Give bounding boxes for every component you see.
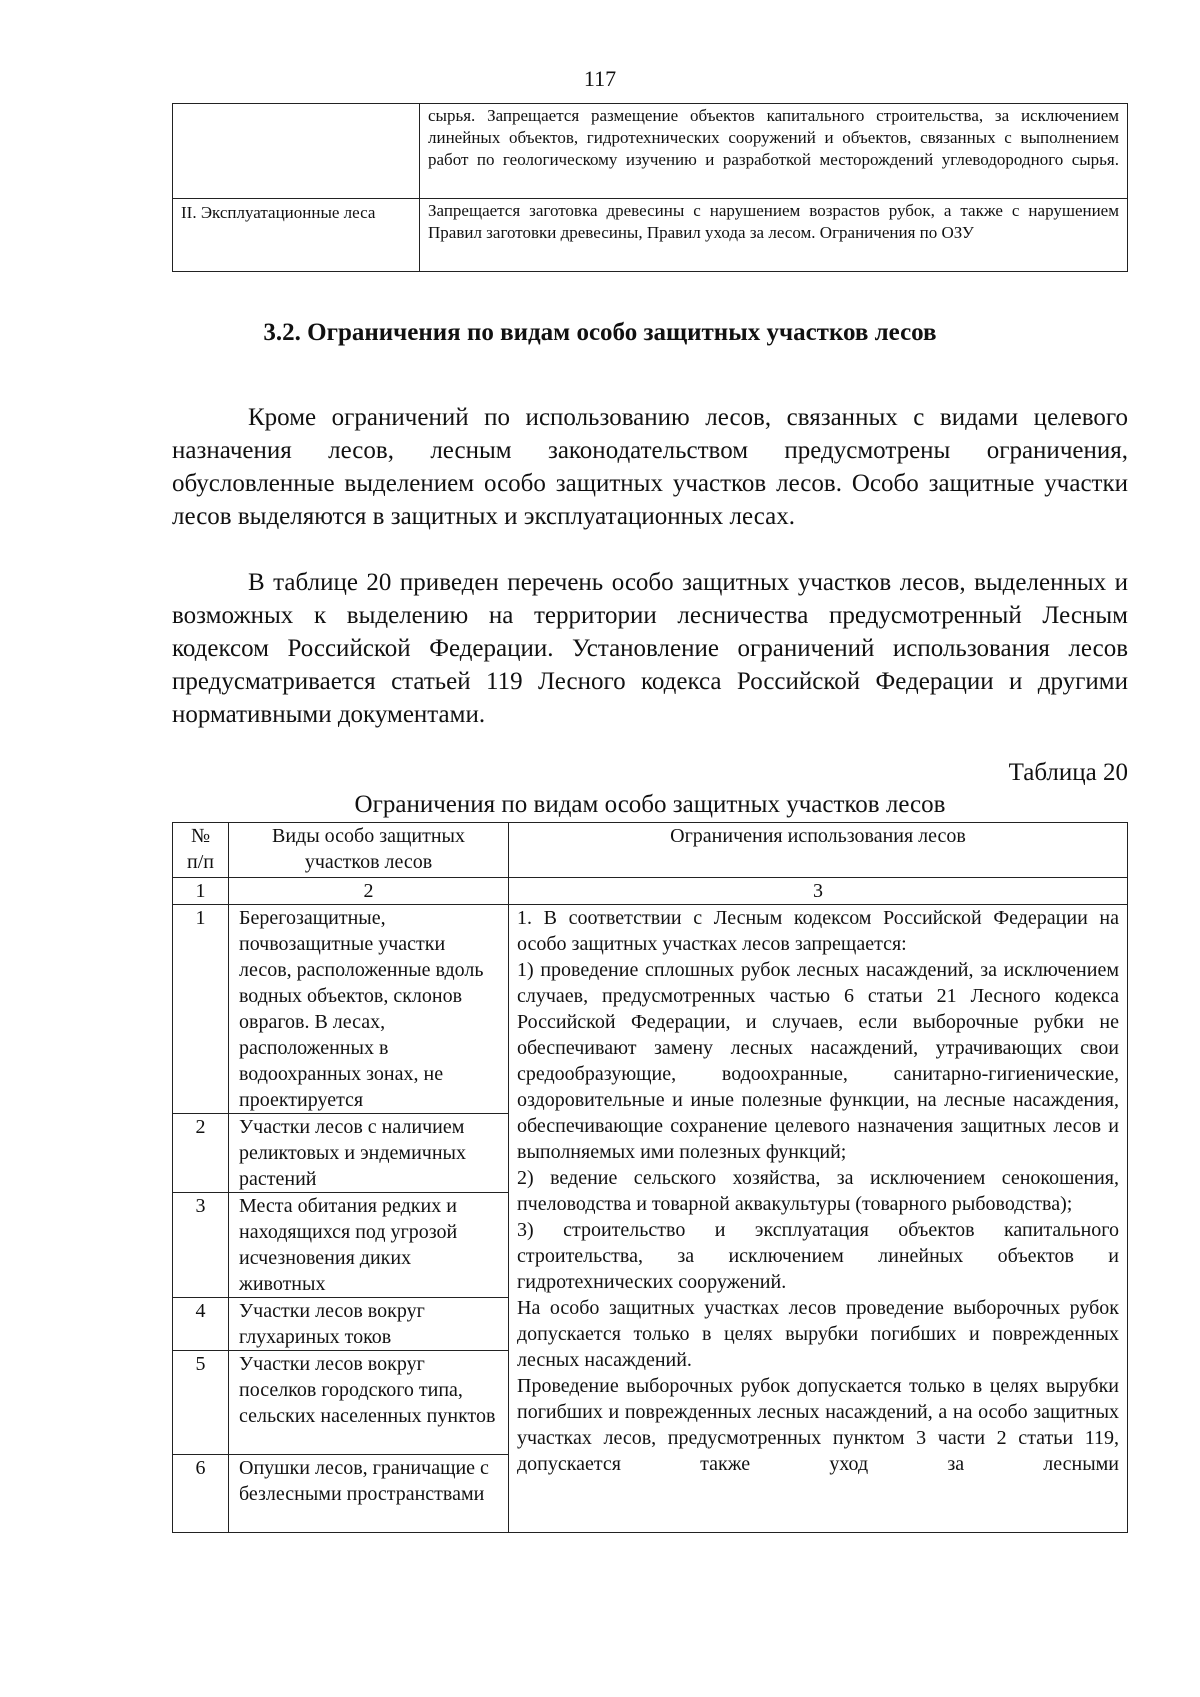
row-number: 5 xyxy=(173,1351,229,1455)
row-number: 6 xyxy=(173,1455,229,1533)
table-caption-number: Таблица 20 xyxy=(1008,759,1128,786)
header-kind: Виды особо защитных участков лесов xyxy=(229,823,509,878)
table-row xyxy=(173,104,1128,199)
continued-table xyxy=(172,103,1128,272)
row-kind: Опушки лесов, граничащие с безлесными пространствами xyxy=(229,1455,509,1533)
section-heading: 3.2. Ограничения по видам особо защитных участков лесов xyxy=(263,319,937,346)
table-row xyxy=(173,905,1128,1114)
row-number: 3 xyxy=(173,1193,229,1298)
column-number: 3 xyxy=(509,878,1128,905)
row-number: 4 xyxy=(173,1298,229,1351)
restrictions-table xyxy=(172,822,1128,1533)
restriction-item: 1) проведение сплошных рубок лесных насаждений, за исключением случаев, предусмотренных частью 6 статьи 21 Лесного кодекса Российской Федерации, и случаев, если выборочные рубки не обеспечивают замену лесных насаждений, утрачивающих свои средообразующие, водоохранные, санитарно-гигиенические, оздоровительные и иные полезные функции, на лесные насаждения, обеспечивающие сохранение целевого назначения защитных лесов и выполняемых ими полезных функций; xyxy=(517,959,1119,1163)
column-number-row xyxy=(173,878,1128,905)
column-number: 2 xyxy=(229,878,509,905)
row-kind: Места обитания редких и находящихся под угрозой исчезновения диких животных xyxy=(229,1193,509,1298)
page-number: 117 xyxy=(583,66,617,91)
row-kind: Участки лесов вокруг глухариных токов xyxy=(229,1298,509,1351)
row-kind: Берегозащитные, почвозащитные участки лесов, расположенные вдоль водных объектов, склонов оврагов. В лесах, расположенных в водоохранных зонах, не проектируется xyxy=(229,905,509,1114)
restriction-item: На особо защитных участках лесов проведение выборочных рубок допускается только в целях вырубки погибших и поврежденных лесных насаждений. xyxy=(517,1297,1119,1371)
forest-category-cell: II. Эксплуатационные леса xyxy=(173,199,420,272)
restriction-item: 3) строительство и эксплуатация объектов капитального строительства, за исключением линейных объектов и гидротехнических сооружений. xyxy=(517,1219,1119,1293)
body-paragraph: В таблице 20 приведен перечень особо защитных участков лесов, выделенных и возможных к выделению на территории лесничества предусмотренный Лесным кодексом Российской Федерации. Установление ограничений использования лесов предусматривается статьей 119 Лесного кодекса Российской Федерации и другими нормативными документами. xyxy=(172,569,1128,728)
restriction-item: 2) ведение сельского хозяйства, за исключением сенокошения, пчеловодства и товарной аквакультуры (товарного рыбоводства); xyxy=(517,1167,1119,1215)
header-num: № п/п xyxy=(173,823,229,878)
restriction-cell: Запрещается заготовка древесины с нарушением возрастов рубок, а также с нарушением Правил заготовки древесины, Правил ухода за лесом. Ограничения по ОЗУ xyxy=(420,199,1128,272)
row-number: 2 xyxy=(173,1114,229,1193)
header-restrictions: Ограничения использования лесов xyxy=(509,823,1128,878)
row-kind: Участки лесов вокруг поселков городского типа, сельских населенных пунктов xyxy=(229,1351,509,1455)
restriction-item: 1. В соответствии с Лесным кодексом Российской Федерации на особо защитных участках лесов запрещается: xyxy=(517,907,1119,955)
restriction-item: Проведение выборочных рубок допускается только в целях вырубки погибших и поврежденных лесных насаждений, а на особо защитных участках лесов, предусмотренных пунктом 3 части 2 статьи 119, допускается также уход за лесными xyxy=(517,1375,1119,1475)
row-kind: Участки лесов с наличием реликтовых и эндемичных растений xyxy=(229,1114,509,1193)
restriction-cell: сырья. Запрещается размещение объектов капитального строительства, за исключением линейных объектов, гидротехнических сооружений и объектов, связанных с выполнением работ по геологическому изучению и разработкой месторождений углеводородного сырья. xyxy=(420,104,1128,199)
row-number: 1 xyxy=(173,905,229,1114)
restrictions-cell xyxy=(509,905,1128,1533)
table-title: Ограничения по видам особо защитных участков лесов xyxy=(354,791,946,818)
column-number: 1 xyxy=(173,878,229,905)
body-paragraph: Кроме ограничений по использованию лесов, связанных с видами целевого назначения лесов, лесным законодательством предусмотрены ограничения, обусловленные выделением особо защитных участков лесов. Особо защитные участки лесов выделяются в защитных и эксплуатационных лесах. xyxy=(172,404,1128,530)
forest-category-cell xyxy=(173,104,420,199)
table-row xyxy=(173,199,1128,272)
table-header-row xyxy=(173,823,1128,878)
